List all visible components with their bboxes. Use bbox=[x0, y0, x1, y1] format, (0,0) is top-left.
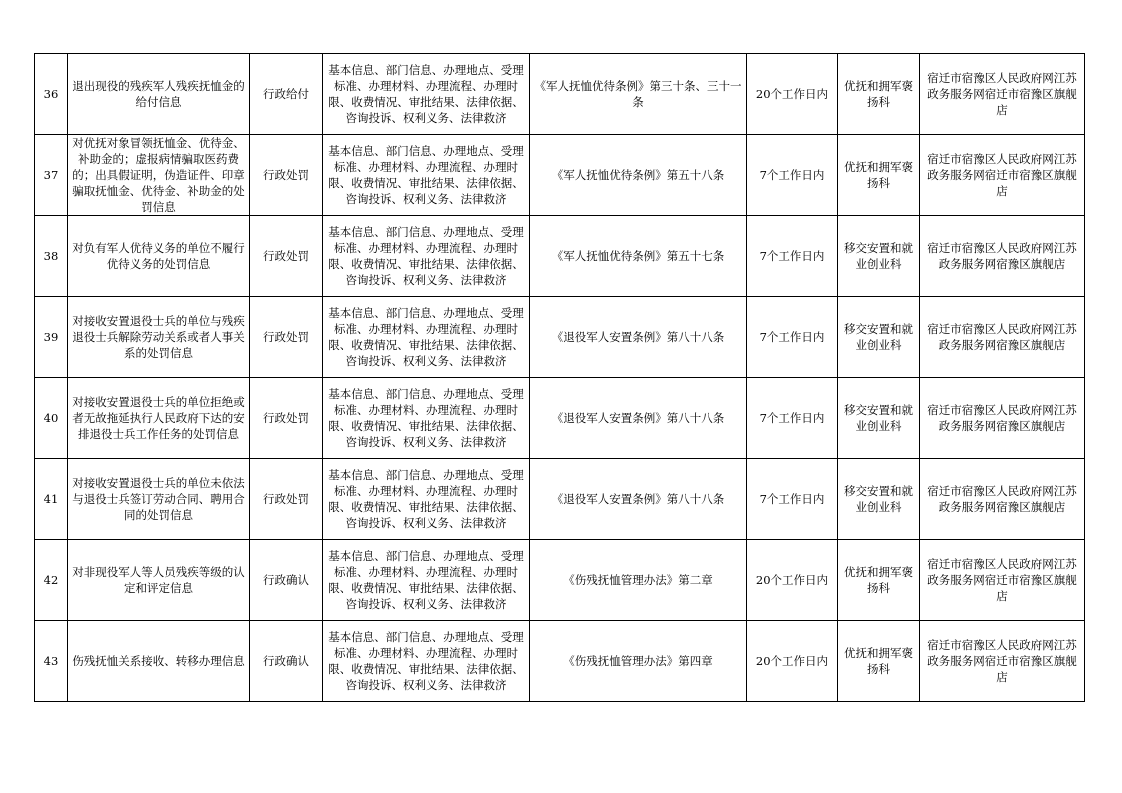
row-number: 38 bbox=[35, 216, 68, 297]
legal-basis: 《退役军人安置条例》第八十八条 bbox=[530, 459, 747, 540]
responsible-department: 优抚和拥军褒扬科 bbox=[838, 540, 920, 621]
responsible-department: 优抚和拥军褒扬科 bbox=[838, 621, 920, 702]
item-name: 对非现役军人等人员残疾等级的认定和评定信息 bbox=[68, 540, 250, 621]
item-name: 对接收安置退役士兵的单位拒绝或者无故拖延执行人民政府下达的安排退役士兵工作任务的处罚信息 bbox=[68, 378, 250, 459]
legal-basis: 《退役军人安置条例》第八十八条 bbox=[530, 378, 747, 459]
table-row bbox=[35, 54, 1085, 135]
row-number: 43 bbox=[35, 621, 68, 702]
legal-basis: 《军人抚恤优待条例》第五十八条 bbox=[530, 135, 747, 216]
item-name: 对优抚对象冒领抚恤金、优待金、补助金的；虚报病情骗取医药费的；出具假证明，伪造证件、印章骗取抚恤金、优待金、补助金的处罚信息 bbox=[68, 135, 250, 216]
row-number: 42 bbox=[35, 540, 68, 621]
publication-channel: 宿迁市宿豫区人民政府网江苏政务服务网宿豫区旗舰店 bbox=[920, 216, 1085, 297]
row-number: 36 bbox=[35, 54, 68, 135]
responsible-department: 优抚和拥军褒扬科 bbox=[838, 135, 920, 216]
responsible-department: 移交安置和就业创业科 bbox=[838, 297, 920, 378]
table-body bbox=[35, 54, 1085, 702]
item-name: 伤残抚恤关系接收、转移办理信息 bbox=[68, 621, 250, 702]
item-name: 对接收安置退役士兵的单位与残疾退役士兵解除劳动关系或者人事关系的处罚信息 bbox=[68, 297, 250, 378]
row-number: 37 bbox=[35, 135, 68, 216]
item-category: 行政处罚 bbox=[250, 216, 323, 297]
item-category: 行政处罚 bbox=[250, 378, 323, 459]
item-name: 对接收安置退役士兵的单位未依法与退役士兵签订劳动合同、聘用合同的处罚信息 bbox=[68, 459, 250, 540]
legal-basis: 《军人抚恤优待条例》第三十条、三十一条 bbox=[530, 54, 747, 135]
item-name: 退出现役的残疾军人残疾抚恤金的给付信息 bbox=[68, 54, 250, 135]
publication-channel: 宿迁市宿豫区人民政府网江苏政务服务网宿迁市宿豫区旗舰店 bbox=[920, 135, 1085, 216]
item-category: 行政给付 bbox=[250, 54, 323, 135]
disclosure-scope: 基本信息、部门信息、办理地点、受理标准、办理材料、办理流程、办理时限、收费情况、审批结果、法律依据、咨询投诉、权利义务、法律救济 bbox=[323, 135, 530, 216]
table-row bbox=[35, 297, 1085, 378]
legal-basis: 《军人抚恤优待条例》第五十七条 bbox=[530, 216, 747, 297]
row-number: 39 bbox=[35, 297, 68, 378]
publication-channel: 宿迁市宿豫区人民政府网江苏政务服务网宿豫区旗舰店 bbox=[920, 297, 1085, 378]
publication-channel: 宿迁市宿豫区人民政府网江苏政务服务网宿迁市宿豫区旗舰店 bbox=[920, 54, 1085, 135]
disclosure-scope: 基本信息、部门信息、办理地点、受理标准、办理材料、办理流程、办理时限、收费情况、审批结果、法律依据、咨询投诉、权利义务、法律救济 bbox=[323, 54, 530, 135]
table-row bbox=[35, 216, 1085, 297]
disclosure-scope: 基本信息、部门信息、办理地点、受理标准、办理材料、办理流程、办理时限、收费情况、审批结果、法律依据、咨询投诉、权利义务、法律救济 bbox=[323, 621, 530, 702]
responsible-department: 优抚和拥军褒扬科 bbox=[838, 54, 920, 135]
disclosure-scope: 基本信息、部门信息、办理地点、受理标准、办理材料、办理流程、办理时限、收费情况、审批结果、法律依据、咨询投诉、权利义务、法律救济 bbox=[323, 378, 530, 459]
responsible-department: 移交安置和就业创业科 bbox=[838, 378, 920, 459]
responsible-department: 移交安置和就业创业科 bbox=[838, 459, 920, 540]
publication-channel: 宿迁市宿豫区人民政府网江苏政务服务网宿豫区旗舰店 bbox=[920, 459, 1085, 540]
time-limit: 7个工作日内 bbox=[747, 378, 838, 459]
item-category: 行政确认 bbox=[250, 621, 323, 702]
table-row bbox=[35, 378, 1085, 459]
time-limit: 20个工作日内 bbox=[747, 621, 838, 702]
legal-basis: 《退役军人安置条例》第八十八条 bbox=[530, 297, 747, 378]
publication-channel: 宿迁市宿豫区人民政府网江苏政务服务网宿迁市宿豫区旗舰店 bbox=[920, 540, 1085, 621]
time-limit: 7个工作日内 bbox=[747, 135, 838, 216]
item-category: 行政确认 bbox=[250, 540, 323, 621]
publication-channel: 宿迁市宿豫区人民政府网江苏政务服务网宿迁市宿豫区旗舰店 bbox=[920, 621, 1085, 702]
disclosure-table bbox=[34, 53, 1085, 702]
time-limit: 20个工作日内 bbox=[747, 540, 838, 621]
responsible-department: 移交安置和就业创业科 bbox=[838, 216, 920, 297]
table-row bbox=[35, 135, 1085, 216]
publication-channel: 宿迁市宿豫区人民政府网江苏政务服务网宿豫区旗舰店 bbox=[920, 378, 1085, 459]
table-row bbox=[35, 459, 1085, 540]
disclosure-scope: 基本信息、部门信息、办理地点、受理标准、办理材料、办理流程、办理时限、收费情况、审批结果、法律依据、咨询投诉、权利义务、法律救济 bbox=[323, 540, 530, 621]
table-row bbox=[35, 621, 1085, 702]
disclosure-scope: 基本信息、部门信息、办理地点、受理标准、办理材料、办理流程、办理时限、收费情况、审批结果、法律依据、咨询投诉、权利义务、法律救济 bbox=[323, 216, 530, 297]
time-limit: 7个工作日内 bbox=[747, 216, 838, 297]
time-limit: 7个工作日内 bbox=[747, 297, 838, 378]
item-category: 行政处罚 bbox=[250, 135, 323, 216]
item-name: 对负有军人优待义务的单位不履行优待义务的处罚信息 bbox=[68, 216, 250, 297]
row-number: 40 bbox=[35, 378, 68, 459]
item-category: 行政处罚 bbox=[250, 459, 323, 540]
item-category: 行政处罚 bbox=[250, 297, 323, 378]
disclosure-scope: 基本信息、部门信息、办理地点、受理标准、办理材料、办理流程、办理时限、收费情况、审批结果、法律依据、咨询投诉、权利义务、法律救济 bbox=[323, 459, 530, 540]
time-limit: 20个工作日内 bbox=[747, 54, 838, 135]
table-row bbox=[35, 540, 1085, 621]
row-number: 41 bbox=[35, 459, 68, 540]
legal-basis: 《伤残抚恤管理办法》第二章 bbox=[530, 540, 747, 621]
legal-basis: 《伤残抚恤管理办法》第四章 bbox=[530, 621, 747, 702]
time-limit: 7个工作日内 bbox=[747, 459, 838, 540]
disclosure-scope: 基本信息、部门信息、办理地点、受理标准、办理材料、办理流程、办理时限、收费情况、审批结果、法律依据、咨询投诉、权利义务、法律救济 bbox=[323, 297, 530, 378]
